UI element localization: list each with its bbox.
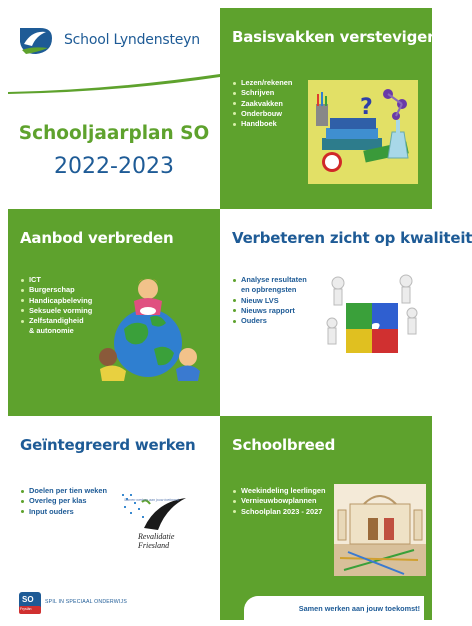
title-tile <box>8 8 220 209</box>
footer-right <box>220 588 432 620</box>
list-item: Vernieuwbowplannen <box>232 496 325 506</box>
list-item: Input ouders <box>20 507 107 517</box>
svg-text:?: ? <box>360 95 373 120</box>
tile-basisvakken <box>220 8 438 209</box>
school-logo <box>18 24 216 56</box>
list-item: Nieuws rapport <box>232 306 307 316</box>
revalidatie-name: Revalidatie Friesland <box>138 532 175 550</box>
list-item: Weekindeling leerlingen <box>232 486 325 496</box>
tile-title: Verbeteren zicht op kwaliteit <box>232 229 472 247</box>
bullet-list <box>232 78 292 129</box>
list-item: Zelfstandigheid <box>20 316 92 326</box>
green-swoosh <box>8 74 220 94</box>
puzzle-people-illustration <box>322 269 422 359</box>
list-item: & autonomie <box>29 326 74 336</box>
plan-year: 2022-2023 <box>54 154 174 179</box>
list-item: Ouders <box>232 316 307 326</box>
tile-aanbod <box>8 209 220 416</box>
tile-title: Basisvakken verstevigen <box>232 28 438 46</box>
school-supplies-illustration <box>308 80 418 184</box>
list-item: ICT <box>20 275 92 285</box>
badge-fryslan: Fryslân <box>20 607 32 611</box>
bullet-list <box>20 275 92 337</box>
tile-title: Aanbod verbreden <box>20 229 174 247</box>
slogan-box <box>244 596 424 620</box>
revalidatie-logo <box>116 488 196 554</box>
hallway-illustration <box>334 484 426 576</box>
revalidatie-tagline: Samen werken aan jouw toekomst <box>124 498 179 502</box>
list-item: Nieuw LVS <box>232 296 307 306</box>
list-item: Handboek <box>232 119 292 129</box>
list-item: Handicapbeleving <box>20 296 92 306</box>
badge-so: SO <box>22 595 34 604</box>
list-item: Onderbouw <box>232 109 292 119</box>
bird-logo-icon <box>18 24 54 56</box>
list-item: en opbrengsten <box>241 285 297 295</box>
list-item: Burgerschap <box>20 285 92 295</box>
school-name: School Lyndensteyn <box>64 32 200 48</box>
list-item: Schoolplan 2023 - 2027 <box>232 507 325 517</box>
revalidatie-logo-icon <box>116 488 196 536</box>
plan-title: Schooljaarplan SO <box>18 123 210 144</box>
list-item: Zaakvakken <box>232 99 292 109</box>
tile-geintegreerd <box>8 416 220 588</box>
footer-slogan: Samen werken aan jouw toekomst! <box>298 604 420 613</box>
children-globe-illustration <box>94 273 202 385</box>
footer-tagline: SPIL IN SPECIAAL ONDERWIJS <box>45 599 127 605</box>
bullet-list <box>232 486 325 517</box>
list-item: Doelen per tien weken <box>20 486 107 496</box>
tile-schoolbreed <box>220 416 432 588</box>
list-item: Lezen/rekenen <box>232 78 292 88</box>
list-item: Analyse resultaten <box>232 275 307 285</box>
tile-title: Schoolbreed <box>232 436 336 454</box>
tile-kwaliteit <box>220 209 472 416</box>
tile-title: Geïntegreerd werken <box>20 436 196 454</box>
bullet-list <box>232 275 307 326</box>
list-item: Schrijven <box>232 88 292 98</box>
list-item: Overleg per klas <box>20 496 107 506</box>
bullet-list <box>20 486 107 517</box>
list-item: Seksuele vorming <box>20 306 92 316</box>
footer-left <box>8 588 220 620</box>
